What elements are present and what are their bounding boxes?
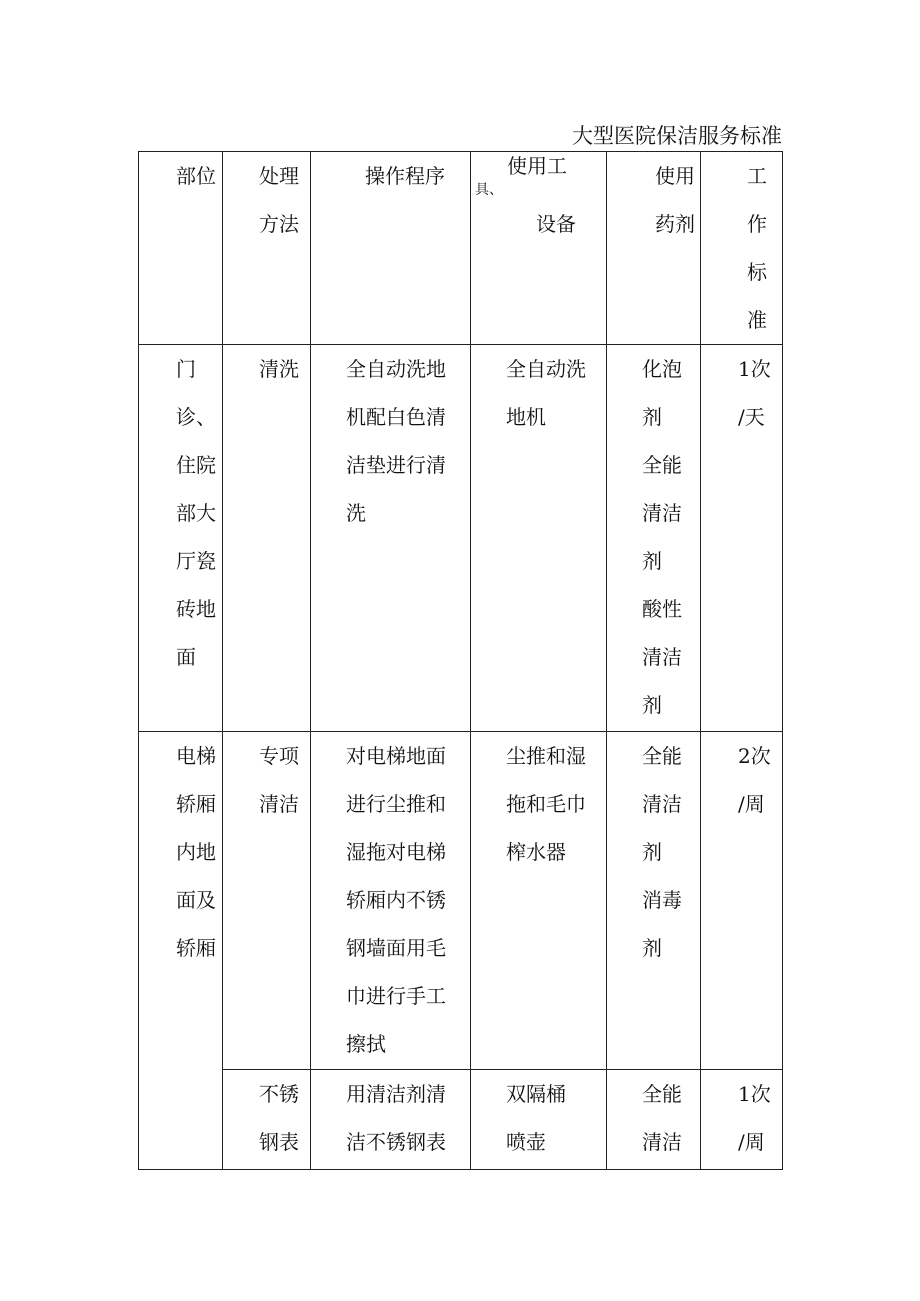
- header-tool-line1: 使用工: [507, 154, 567, 178]
- document-title: 大型医院保洁服务标准: [572, 124, 782, 148]
- cell-tool: 全自动洗 地机: [471, 345, 607, 732]
- cell-operation: 用清洁剂清 洁不锈钢表: [311, 1070, 471, 1170]
- table-row: [139, 1070, 783, 1170]
- table-header-row: [139, 152, 783, 345]
- cell-process: 不锈 钢表: [223, 1070, 311, 1170]
- table-row: [139, 732, 783, 1070]
- cell-process: 专项 清洁: [223, 732, 311, 1070]
- cell-operation: 对电梯地面 进行尘推和 湿拖对电梯 轿厢内不锈 钢墙面用毛 巾进行手工 擦拭: [311, 732, 471, 1070]
- header-process: 处理 方法: [223, 152, 311, 345]
- cell-chemical: 全能 清洁: [607, 1070, 701, 1170]
- cleaning-standard-table: [138, 151, 783, 1170]
- header-standard: 工 作 标 准: [701, 152, 783, 345]
- cell-tool: 尘推和湿 拖和毛巾 榨水器: [471, 732, 607, 1070]
- header-part: 部位: [139, 152, 223, 345]
- header-chemical: 使用 药剂: [607, 152, 701, 345]
- cell-chemical: 全能 清洁 剂 消毒 剂: [607, 732, 701, 1070]
- table-row: [139, 345, 783, 732]
- cell-standard: 1次 /天: [701, 345, 783, 732]
- header-tool-line3: 设备: [536, 212, 576, 236]
- header-tool-line2: 具、: [475, 182, 503, 198]
- header-operation: 操作程序: [311, 152, 471, 345]
- cell-part: 电梯 轿厢 内地 面及 轿厢: [139, 732, 223, 1170]
- cell-part: 门 诊、 住院 部大 厅瓷 砖地 面: [139, 345, 223, 732]
- cell-operation: 全自动洗地 机配白色清 洁垫进行清 洗: [311, 345, 471, 732]
- header-tool: [471, 152, 607, 345]
- cell-standard: 1次 /周: [701, 1070, 783, 1170]
- cell-standard: 2次 /周: [701, 732, 783, 1070]
- cell-chemical: 化泡 剂 全能 清洁 剂 酸性 清洁 剂: [607, 345, 701, 732]
- cell-tool: 双隔桶 喷壶: [471, 1070, 607, 1170]
- cell-process: 清洗: [223, 345, 311, 732]
